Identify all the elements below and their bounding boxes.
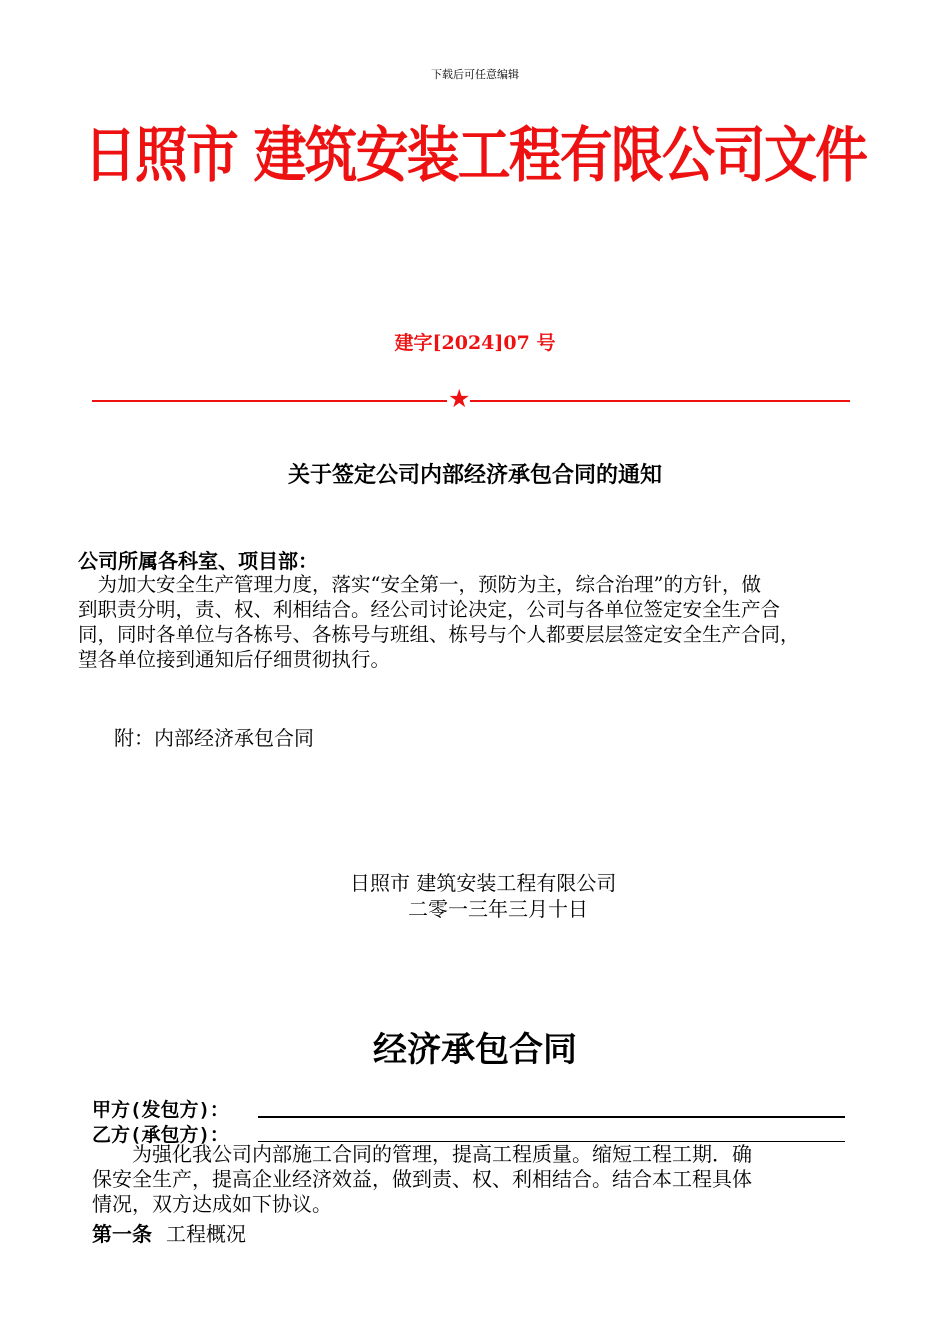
divider-line-right	[470, 400, 850, 402]
article-text: 工程概况	[166, 1222, 246, 1246]
article-heading: 第一条	[92, 1222, 152, 1246]
document-header-title: 日照市 建筑安装工程有限公司文件	[83, 121, 867, 191]
download-note: 下载后可任意编辑	[431, 68, 519, 81]
contract-body-line: 保安全生产，提高企业经济效益，做到责、权、利相结合。结合本工程具体	[92, 1167, 752, 1191]
contract-body-line: 为强化我公司内部施工合同的管理，提高工程质量。缩短工程工期．确	[92, 1142, 752, 1166]
notice-body-line: 同，同时各单位与各栋号、各栋号与班组、栋号与个人都要层层签定安全生产合同，	[78, 623, 800, 646]
party-a-blank-line	[258, 1116, 845, 1118]
contract-title: 经济承包合同	[373, 1030, 577, 1070]
notice-body-line: 到职责分明，责、权、利相结合。经公司讨论决定，公司与各单位签定安全生产合	[78, 598, 781, 621]
signature-company: 日照市 建筑安装工程有限公司	[350, 871, 617, 895]
star-icon: ★	[448, 384, 471, 413]
notice-body	[78, 572, 884, 672]
red-divider	[92, 384, 850, 413]
signature-block	[350, 870, 616, 922]
attachment-note: 附：内部经济承包合同	[114, 726, 314, 750]
contract-body	[92, 1142, 892, 1217]
notice-body-line: 为加大安全生产管理力度，落实“安全第一，预防为主，综合治理”的方针，做	[78, 573, 761, 596]
party-a-label: 甲方(发包方)：	[92, 1099, 229, 1121]
notice-title: 关于签定公司内部经济承包合同的通知	[287, 462, 662, 488]
party-b-label: 乙方(承包方)：	[92, 1124, 229, 1146]
contract-body-line: 情况，双方达成如下协议。	[92, 1192, 332, 1216]
divider-line-left	[92, 400, 447, 402]
notice-body-line: 望各单位接到通知后仔细贯彻执行。	[78, 648, 391, 671]
document-number: 建字[2024]07 号	[394, 332, 556, 354]
signature-date: 二零一三年三月十日	[408, 897, 588, 921]
notice-salutation: 公司所属各科室、项目部：	[78, 549, 318, 573]
article-one	[92, 1218, 246, 1247]
